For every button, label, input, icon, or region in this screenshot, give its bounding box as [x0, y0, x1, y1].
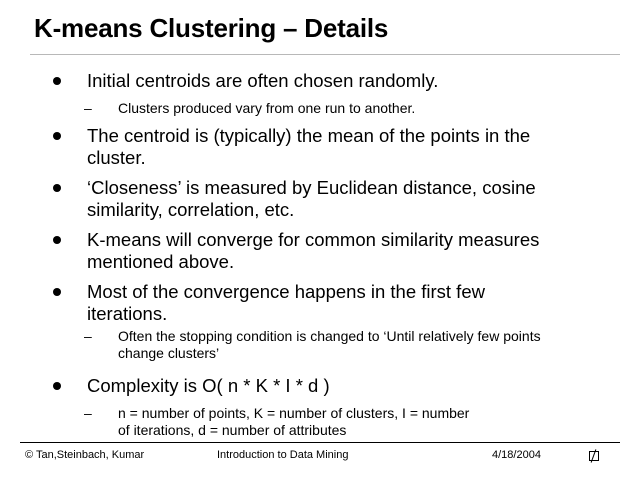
bullet-text-1: Initial centroids are often chosen randomly.: [87, 70, 439, 91]
footer-course: Introduction to Data Mining: [217, 449, 349, 461]
page-number-icon: [589, 451, 599, 461]
bullet-text-3: ‘Closeness’ is measured by Euclidean distance, cosine similarity, correlation, etc.: [87, 177, 536, 220]
bullet-icon: [53, 236, 61, 244]
sub-bullet-text-5: Often the stopping condition is changed to ‘Until relatively few points change clusters’: [118, 328, 541, 361]
bullet-icon: [53, 288, 61, 296]
footer-authors: © Tan,Steinbach, Kumar: [25, 449, 145, 461]
sub-bullet-text-6: n = number of points, K = number of clusters, I = number of iterations, d = number of attributes: [118, 405, 470, 438]
sub-bullet-dash: –: [84, 405, 92, 421]
bullet-text-4: K-means will converge for common similarity measures mentioned above.: [87, 229, 540, 272]
bullet-text-6: Complexity is O( n * K * I * d ): [87, 375, 330, 396]
bullet-icon: [53, 382, 61, 390]
footer-date: 4/18/2004: [492, 449, 541, 461]
sub-bullet-dash: –: [84, 100, 92, 116]
footer-divider: [20, 442, 620, 443]
slide-title: K-means Clustering – Details: [34, 13, 389, 43]
bullet-icon: [53, 132, 61, 140]
bullet-icon: [53, 184, 61, 192]
sub-bullet-text-1: Clusters produced vary from one run to another.: [118, 100, 416, 116]
bullet-icon: [53, 77, 61, 85]
bullet-text-5: Most of the convergence happens in the first few iterations.: [87, 281, 485, 324]
bullet-text-2: The centroid is (typically) the mean of the points in the cluster.: [87, 125, 531, 168]
sub-bullet-dash: –: [84, 328, 92, 344]
title-divider: [30, 54, 620, 55]
